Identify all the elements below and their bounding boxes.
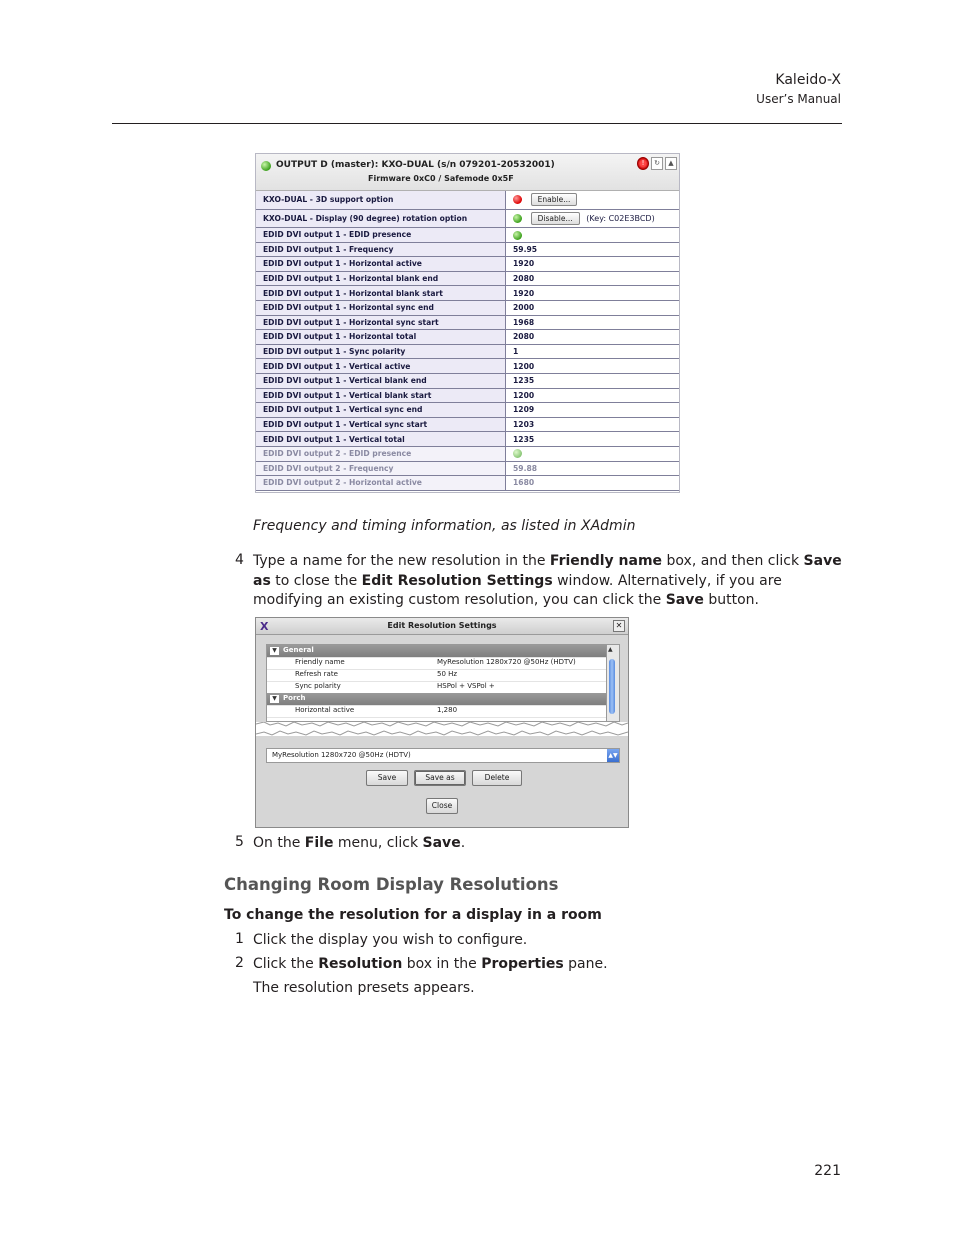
status-ok-icon — [513, 231, 522, 240]
close-icon[interactable]: ✕ — [613, 620, 625, 632]
ui-term: Save — [422, 835, 461, 851]
collapse-icon[interactable]: ▲ — [665, 157, 677, 170]
xadmin-row — [256, 432, 679, 447]
row-value: 1209 — [506, 403, 680, 418]
row-value: 1 — [506, 344, 680, 359]
torn-edge-graphic — [256, 722, 628, 736]
property-label: Refresh rate — [295, 670, 338, 678]
row-label: EDID DVI output 1 - Vertical blank end — [256, 373, 506, 388]
row-label: EDID DVI output 1 - Horizontal blank end — [256, 271, 506, 286]
option-value — [506, 209, 680, 228]
procedure-step-2 — [253, 955, 608, 975]
scroll-thumb[interactable] — [609, 659, 615, 714]
xadmin-row — [256, 446, 679, 461]
row-value: 1203 — [506, 417, 680, 432]
text-run: pane. — [563, 956, 608, 972]
header-subtitle: User’s Manual — [756, 92, 841, 106]
option-label: KXO-DUAL - 3D support option — [256, 191, 506, 209]
row-label: EDID DVI output 1 - Horizontal sync end — [256, 300, 506, 315]
resolution-select[interactable] — [266, 748, 620, 763]
row-label: EDID DVI output 2 - Horizontal active — [256, 476, 506, 491]
text-run: . — [460, 835, 466, 851]
row-label: EDID DVI output 1 - Vertical active — [256, 359, 506, 374]
procedure-heading: To change the resolution for a display in a room — [224, 907, 602, 923]
xadmin-row — [256, 344, 679, 359]
row-label: EDID DVI output 2 - Frequency — [256, 461, 506, 476]
xadmin-row — [256, 330, 679, 345]
row-label: EDID DVI output 1 - Vertical sync start — [256, 417, 506, 432]
option-row-3d — [256, 191, 679, 209]
text-run: Type a name for the new resolution in the — [253, 553, 550, 569]
xadmin-row — [256, 403, 679, 418]
row-label: EDID DVI output 1 - Sync polarity — [256, 344, 506, 359]
close-button[interactable]: Close — [426, 798, 458, 814]
text-run: box, and then click — [662, 553, 804, 569]
xadmin-panel-header — [256, 154, 679, 191]
dropdown-arrow-icon[interactable]: ▲▼ — [607, 749, 619, 762]
row-status — [506, 446, 680, 461]
alert-icon[interactable]: ! — [637, 157, 649, 170]
save-as-button[interactable]: Save as — [414, 770, 466, 786]
xadmin-row — [256, 461, 679, 476]
text-run: On the — [253, 835, 305, 851]
procedure-result: The resolution presets appears. — [253, 980, 475, 996]
row-value: 2080 — [506, 330, 680, 345]
row-value: 1968 — [506, 315, 680, 330]
ui-term: Edit Resolution Settings — [361, 572, 553, 589]
step-4-text — [253, 552, 845, 611]
xadmin-panel — [255, 153, 680, 493]
app-logo-icon: X — [260, 620, 269, 633]
header-title: Kaleido-X — [775, 72, 841, 88]
page-number: 221 — [814, 1163, 841, 1179]
dialog-title: Edit Resolution Settings — [387, 621, 497, 630]
step-number: 1 — [235, 931, 244, 947]
status-ok-icon — [513, 449, 522, 458]
text-run: Click the — [253, 956, 319, 972]
row-label: EDID DVI output 2 - EDID presence — [256, 446, 506, 461]
row-label: EDID DVI output 1 - Vertical total — [256, 432, 506, 447]
property-row[interactable] — [267, 705, 607, 718]
row-label: EDID DVI output 1 - EDID presence — [256, 228, 506, 243]
row-value: 1200 — [506, 388, 680, 403]
ui-term: Friendly name — [549, 553, 663, 569]
header-divider — [112, 123, 842, 124]
xadmin-row — [256, 373, 679, 388]
xadmin-row — [256, 271, 679, 286]
xadmin-row — [256, 242, 679, 257]
row-label: EDID DVI output 1 - Horizontal sync start — [256, 315, 506, 330]
ui-term: Properties — [481, 956, 564, 972]
text-run: window. Alternatively, if you are modifying an existing custom resolution, you can click the — [253, 572, 782, 608]
row-value: 2080 — [506, 271, 680, 286]
step-5-text — [253, 834, 465, 854]
row-value: 59.95 — [506, 242, 680, 257]
row-label: EDID DVI output 1 - Vertical blank start — [256, 388, 506, 403]
text-run: button. — [703, 592, 759, 608]
row-value: 1920 — [506, 286, 680, 301]
option-key: (Key: C02E3BCD) — [586, 213, 655, 223]
ui-term: File — [304, 835, 334, 851]
row-value: 1920 — [506, 257, 680, 272]
step-number: 5 — [235, 834, 244, 850]
row-label: EDID DVI output 1 - Horizontal blank start — [256, 286, 506, 301]
xadmin-row — [256, 315, 679, 330]
dialog-titlebar — [256, 618, 628, 635]
status-ok-icon — [513, 214, 522, 223]
vertical-scrollbar[interactable] — [606, 644, 620, 722]
collapse-triangle-icon[interactable]: ▼ — [270, 647, 279, 655]
property-value[interactable]: 50 Hz — [437, 670, 458, 678]
save-button[interactable]: Save — [366, 770, 408, 786]
xadmin-row — [256, 388, 679, 403]
property-label: Friendly name — [295, 658, 345, 666]
figure-caption: Frequency and timing information, as listed in XAdmin — [253, 518, 636, 534]
xadmin-row — [256, 417, 679, 432]
scroll-up-icon[interactable]: ▲ — [608, 646, 613, 653]
ui-term: Save as — [253, 553, 842, 589]
text-run: menu, click — [333, 835, 423, 851]
xadmin-row — [256, 286, 679, 301]
status-error-icon — [513, 195, 522, 204]
row-value: 1235 — [506, 432, 680, 447]
xadmin-row — [256, 300, 679, 315]
ui-term: Resolution — [318, 956, 403, 972]
row-label: EDID DVI output 1 - Vertical sync end — [256, 403, 506, 418]
property-label: Sync polarity — [295, 682, 341, 690]
row-value: 1680 — [506, 476, 680, 491]
row-status — [506, 228, 680, 243]
ui-term: Save — [665, 592, 704, 608]
status-ok-icon — [261, 161, 271, 171]
select-value: MyResolution 1280x720 @50Hz (HDTV) — [272, 751, 411, 759]
property-label: Horizontal active — [295, 706, 355, 714]
option-value — [506, 191, 680, 209]
edit-resolution-dialog — [255, 617, 629, 828]
xadmin-table — [256, 191, 679, 491]
property-value[interactable]: HSPol + VSPol + — [437, 682, 495, 690]
settings-grid — [266, 644, 608, 722]
xadmin-row — [256, 476, 679, 491]
row-label: EDID DVI output 1 - Horizontal total — [256, 330, 506, 345]
option-row-rotation — [256, 209, 679, 228]
row-label: EDID DVI output 1 - Horizontal active — [256, 257, 506, 272]
row-value: 1200 — [506, 359, 680, 374]
property-value[interactable]: 1,280 — [437, 706, 458, 714]
row-value: 59.88 — [506, 461, 680, 476]
row-value: 1235 — [506, 373, 680, 388]
procedure-step-1: Click the display you wish to configure. — [253, 932, 528, 948]
option-label: KXO-DUAL - Display (90 degree) rotation option — [256, 209, 506, 228]
xadmin-row — [256, 257, 679, 272]
section-label: General — [283, 646, 314, 654]
disable-button[interactable]: Disable... — [531, 212, 580, 225]
step-number: 4 — [235, 552, 244, 568]
delete-button[interactable]: Delete — [472, 770, 522, 786]
section-heading: Changing Room Display Resolutions — [224, 875, 559, 894]
text-run: box in the — [402, 956, 482, 972]
row-value: 2000 — [506, 300, 680, 315]
property-value[interactable]: MyResolution 1280x720 @50Hz (HDTV) — [437, 658, 576, 666]
xadmin-firmware: Firmware 0xC0 / Safemode 0x5F — [368, 174, 514, 183]
text-run: to close the — [270, 572, 362, 589]
enable-button[interactable]: Enable... — [531, 193, 578, 206]
section-label: Porch — [283, 694, 306, 702]
xadmin-title: OUTPUT D (master): KXO-DUAL (s/n 079201-20532001) — [276, 160, 555, 170]
torn-edge-divider — [256, 722, 628, 736]
step-number: 2 — [235, 955, 244, 971]
row-label: EDID DVI output 1 - Frequency — [256, 242, 506, 257]
xadmin-row — [256, 228, 679, 243]
refresh-icon[interactable]: ↻ — [651, 157, 663, 170]
collapse-triangle-icon[interactable]: ▼ — [270, 695, 279, 703]
xadmin-row — [256, 359, 679, 374]
